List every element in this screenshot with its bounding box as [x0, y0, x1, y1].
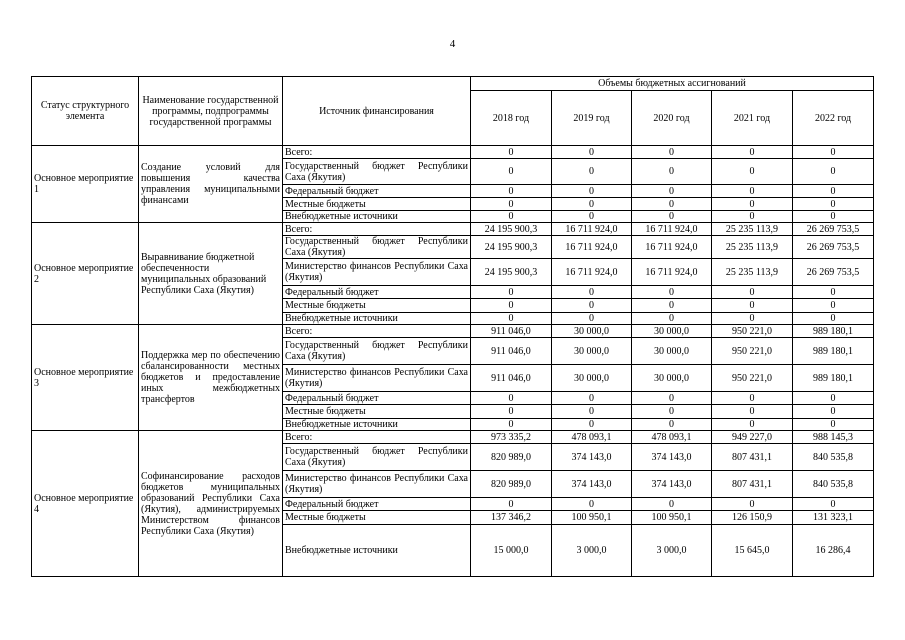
- value-cell: 0: [793, 211, 874, 223]
- source-cell: Министерство финансов Республики Саха (Якутия): [283, 259, 471, 286]
- header-year: 2021 год: [712, 91, 793, 146]
- table-row: [32, 325, 874, 338]
- value-cell: 0: [793, 185, 874, 198]
- value-cell: 0: [793, 498, 874, 511]
- program-name-cell: Поддержка мер по обеспечению сбалансированности местных бюджетов и предоставление иных межбюджетных трансфертов: [139, 325, 283, 431]
- value-cell: 15 000,0: [471, 525, 552, 577]
- value-cell: 374 143,0: [632, 444, 712, 471]
- source-cell: Федеральный бюджет: [283, 286, 471, 299]
- value-cell: 0: [793, 392, 874, 405]
- source-cell: Министерство финансов Республики Саха (Якутия): [283, 365, 471, 392]
- value-cell: 949 227,0: [712, 431, 793, 444]
- value-cell: 478 093,1: [632, 431, 712, 444]
- value-cell: 16 711 924,0: [632, 236, 712, 259]
- page-number: 4: [449, 38, 456, 50]
- value-cell: 0: [712, 392, 793, 405]
- value-cell: 30 000,0: [552, 325, 632, 338]
- status-cell: Основное мероприятие 3: [32, 325, 139, 431]
- value-cell: 0: [471, 498, 552, 511]
- source-cell: Внебюджетные источники: [283, 313, 471, 325]
- program-name-cell: Создание условий для повышения качества управления муниципальными финансами: [139, 146, 283, 223]
- value-cell: 0: [793, 146, 874, 159]
- value-cell: 911 046,0: [471, 325, 552, 338]
- value-cell: 820 989,0: [471, 471, 552, 498]
- value-cell: 989 180,1: [793, 365, 874, 392]
- source-cell: Внебюджетные источники: [283, 525, 471, 577]
- value-cell: 911 046,0: [471, 338, 552, 365]
- value-cell: 840 535,8: [793, 444, 874, 471]
- value-cell: 0: [632, 419, 712, 431]
- source-cell: Всего:: [283, 146, 471, 159]
- value-cell: 15 645,0: [712, 525, 793, 577]
- status-cell: Основное мероприятие 2: [32, 223, 139, 325]
- value-cell: 0: [471, 392, 552, 405]
- header-row: [32, 77, 874, 91]
- value-cell: 950 221,0: [712, 338, 793, 365]
- value-cell: 0: [793, 299, 874, 313]
- value-cell: 807 431,1: [712, 444, 793, 471]
- value-cell: 0: [552, 211, 632, 223]
- value-cell: 0: [712, 146, 793, 159]
- header-year: 2018 год: [471, 91, 552, 146]
- value-cell: 0: [712, 185, 793, 198]
- value-cell: 0: [471, 299, 552, 313]
- value-cell: 820 989,0: [471, 444, 552, 471]
- source-cell: Всего:: [283, 431, 471, 444]
- value-cell: 0: [712, 419, 793, 431]
- value-cell: 26 269 753,5: [793, 259, 874, 286]
- value-cell: 16 711 924,0: [552, 223, 632, 236]
- value-cell: 989 180,1: [793, 338, 874, 365]
- source-cell: Всего:: [283, 325, 471, 338]
- value-cell: 0: [712, 405, 793, 419]
- value-cell: 0: [712, 198, 793, 211]
- source-cell: Местные бюджеты: [283, 511, 471, 525]
- value-cell: 0: [632, 405, 712, 419]
- value-cell: 0: [712, 211, 793, 223]
- value-cell: 0: [793, 405, 874, 419]
- value-cell: 0: [552, 146, 632, 159]
- value-cell: 0: [712, 159, 793, 185]
- value-cell: 3 000,0: [552, 525, 632, 577]
- value-cell: 30 000,0: [552, 338, 632, 365]
- value-cell: 0: [793, 159, 874, 185]
- value-cell: 24 195 900,3: [471, 259, 552, 286]
- source-cell: Государственный бюджет Республики Саха (Якутия): [283, 338, 471, 365]
- value-cell: 26 269 753,5: [793, 236, 874, 259]
- value-cell: 0: [793, 419, 874, 431]
- value-cell: 0: [471, 159, 552, 185]
- value-cell: 0: [793, 286, 874, 299]
- value-cell: 989 180,1: [793, 325, 874, 338]
- value-cell: 0: [552, 159, 632, 185]
- value-cell: 478 093,1: [552, 431, 632, 444]
- program-name-cell: Софинансирование расходов бюджетов муниципальных образований Республики Саха (Якутия), администрируемых Министерством финансов Республики Саха (Якутия): [139, 431, 283, 577]
- value-cell: 0: [471, 185, 552, 198]
- value-cell: 100 950,1: [632, 511, 712, 525]
- value-cell: 0: [471, 286, 552, 299]
- value-cell: 0: [552, 185, 632, 198]
- value-cell: 0: [632, 313, 712, 325]
- value-cell: 0: [471, 146, 552, 159]
- header-source: Источник финансирования: [283, 77, 471, 146]
- value-cell: 30 000,0: [552, 365, 632, 392]
- value-cell: 374 143,0: [632, 471, 712, 498]
- source-cell: Всего:: [283, 223, 471, 236]
- value-cell: 30 000,0: [632, 365, 712, 392]
- source-cell: Внебюджетные источники: [283, 211, 471, 223]
- table-row: [32, 146, 874, 159]
- value-cell: 0: [712, 313, 793, 325]
- value-cell: 24 195 900,3: [471, 236, 552, 259]
- value-cell: 0: [552, 313, 632, 325]
- value-cell: 0: [632, 185, 712, 198]
- source-cell: Внебюджетные источники: [283, 419, 471, 431]
- value-cell: 16 711 924,0: [552, 236, 632, 259]
- table-row: [32, 431, 874, 444]
- header-volumes: Объемы бюджетных ассигнований: [471, 77, 874, 91]
- value-cell: 0: [471, 211, 552, 223]
- value-cell: 0: [632, 392, 712, 405]
- header-name: Наименование государственной программы, подпрограммы государственной программы: [139, 77, 283, 146]
- value-cell: 0: [712, 498, 793, 511]
- value-cell: 950 221,0: [712, 325, 793, 338]
- budget-table: [31, 76, 874, 577]
- value-cell: 0: [632, 299, 712, 313]
- value-cell: 973 335,2: [471, 431, 552, 444]
- source-cell: Государственный бюджет Республики Саха (Якутия): [283, 236, 471, 259]
- value-cell: 25 235 113,9: [712, 236, 793, 259]
- value-cell: 126 150,9: [712, 511, 793, 525]
- value-cell: 25 235 113,9: [712, 223, 793, 236]
- value-cell: 374 143,0: [552, 444, 632, 471]
- value-cell: 0: [632, 159, 712, 185]
- value-cell: 0: [552, 419, 632, 431]
- value-cell: 950 221,0: [712, 365, 793, 392]
- value-cell: 3 000,0: [632, 525, 712, 577]
- header-year: 2022 год: [793, 91, 874, 146]
- value-cell: 16 711 924,0: [632, 223, 712, 236]
- value-cell: 840 535,8: [793, 471, 874, 498]
- value-cell: 374 143,0: [552, 471, 632, 498]
- value-cell: 0: [632, 286, 712, 299]
- value-cell: 25 235 113,9: [712, 259, 793, 286]
- value-cell: 0: [632, 198, 712, 211]
- source-cell: Федеральный бюджет: [283, 392, 471, 405]
- value-cell: 0: [552, 299, 632, 313]
- value-cell: 131 323,1: [793, 511, 874, 525]
- source-cell: Министерство финансов Республики Саха (Якутия): [283, 471, 471, 498]
- status-cell: Основное мероприятие 1: [32, 146, 139, 223]
- value-cell: 0: [712, 286, 793, 299]
- value-cell: 16 711 924,0: [552, 259, 632, 286]
- value-cell: 0: [471, 419, 552, 431]
- value-cell: 24 195 900,3: [471, 223, 552, 236]
- value-cell: 16 286,4: [793, 525, 874, 577]
- value-cell: 100 950,1: [552, 511, 632, 525]
- value-cell: 16 711 924,0: [632, 259, 712, 286]
- value-cell: 30 000,0: [632, 338, 712, 365]
- value-cell: 0: [552, 198, 632, 211]
- value-cell: 0: [712, 299, 793, 313]
- value-cell: 0: [632, 211, 712, 223]
- header-year: 2019 год: [552, 91, 632, 146]
- status-cell: Основное мероприятие 4: [32, 431, 139, 577]
- program-name-cell: Выравнивание бюджетной обеспеченности муниципальных образований Республики Саха (Якутия): [139, 223, 283, 325]
- value-cell: 0: [632, 146, 712, 159]
- value-cell: 0: [793, 313, 874, 325]
- value-cell: 0: [632, 498, 712, 511]
- value-cell: 0: [793, 198, 874, 211]
- header-year: 2020 год: [632, 91, 712, 146]
- source-cell: Местные бюджеты: [283, 299, 471, 313]
- value-cell: 0: [471, 405, 552, 419]
- value-cell: 988 145,3: [793, 431, 874, 444]
- source-cell: Государственный бюджет Республики Саха (Якутия): [283, 444, 471, 471]
- table-row: [32, 223, 874, 236]
- source-cell: Местные бюджеты: [283, 198, 471, 211]
- value-cell: 30 000,0: [632, 325, 712, 338]
- value-cell: 911 046,0: [471, 365, 552, 392]
- source-cell: Федеральный бюджет: [283, 185, 471, 198]
- value-cell: 137 346,2: [471, 511, 552, 525]
- header-status: Статус структурного элемента: [32, 77, 139, 146]
- value-cell: 26 269 753,5: [793, 223, 874, 236]
- source-cell: Местные бюджеты: [283, 405, 471, 419]
- source-cell: Федеральный бюджет: [283, 498, 471, 511]
- value-cell: 0: [552, 498, 632, 511]
- value-cell: 0: [552, 286, 632, 299]
- value-cell: 0: [471, 198, 552, 211]
- table-body: [32, 77, 874, 577]
- source-cell: Государственный бюджет Республики Саха (Якутия): [283, 159, 471, 185]
- value-cell: 0: [552, 405, 632, 419]
- value-cell: 807 431,1: [712, 471, 793, 498]
- value-cell: 0: [471, 313, 552, 325]
- value-cell: 0: [552, 392, 632, 405]
